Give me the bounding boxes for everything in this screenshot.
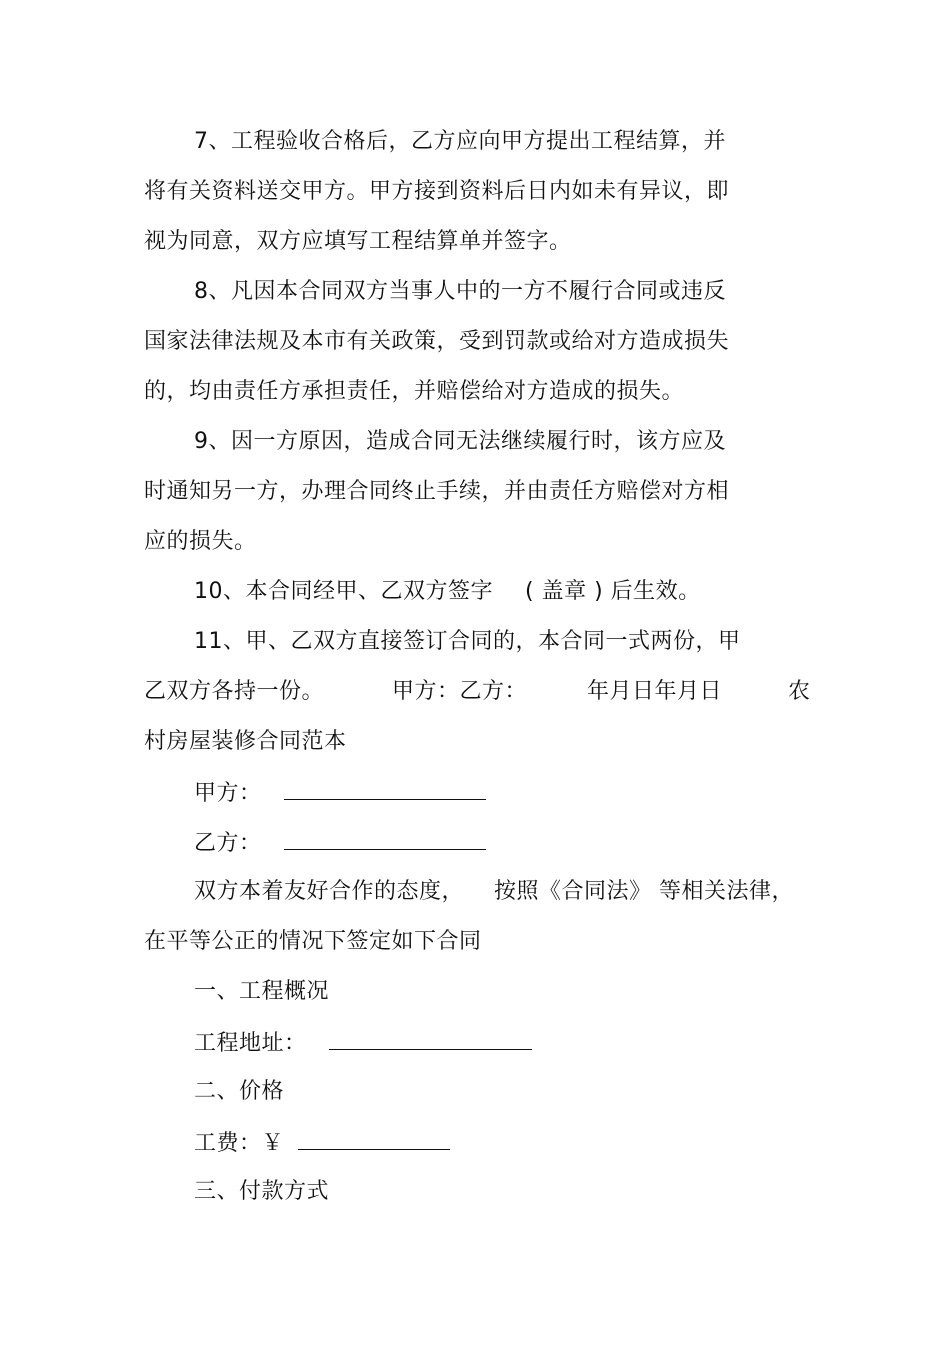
contract-title-line: 村房屋装修合同范本	[144, 729, 347, 754]
clause-9-line-3: 应的损失。	[144, 529, 257, 554]
clause-11-text: 乙双方各持一份。	[144, 679, 325, 704]
title-start: 农	[788, 679, 811, 704]
section-1-heading: 一、工程概况	[194, 979, 330, 1004]
clause-10-text: 10、本合同经甲、乙双方签字	[194, 579, 493, 604]
party-a-blank-line	[284, 777, 486, 800]
fee-row	[194, 1127, 450, 1159]
clause-7-line-3: 视为同意，双方应填写工程结算单并签字。	[144, 229, 572, 254]
clause-9-line-1: 9、因一方原因，造成合同无法继续履行时，该方应及	[194, 429, 726, 454]
section-2-heading: 二、价格	[194, 1079, 285, 1104]
party-b-label: 乙方：	[194, 831, 262, 856]
intro-line-2: 在平等公正的情况下签定如下合同	[144, 929, 482, 954]
address-row	[194, 1027, 532, 1059]
party-a-label: 甲方：	[194, 781, 262, 806]
party-b-blank-line	[284, 827, 486, 850]
date-labels: 年月日年月日	[587, 679, 723, 704]
fee-blank-line	[298, 1127, 450, 1150]
intro-text-2: 按照《合同法》 等相关法律，	[494, 879, 795, 904]
party-a-row	[194, 777, 486, 809]
clause-8-line-3: 的，均由责任方承担责任，并赔偿给对方造成的损失。	[144, 379, 685, 404]
fee-label: 工费：￥	[194, 1131, 285, 1156]
intro-line-1	[194, 877, 794, 907]
clause-9-line-2: 时通知另一方，办理合同终止手续，并由责任方赔偿对方相	[144, 479, 730, 504]
clause-10	[194, 577, 701, 607]
clause-8-line-1: 8、凡因本合同双方当事人中的一方不履行合同或违反	[194, 279, 726, 304]
party-labels: 甲方：乙方：	[392, 679, 528, 704]
clause-7-line-1: 7、工程验收合格后，乙方应向甲方提出工程结算，并	[194, 129, 726, 154]
clause-10-seal-text: ( 盖章 ) 后生效。	[525, 579, 701, 604]
clause-11-line-1: 11、甲、乙双方直接签订合同的，本合同一式两份，甲	[194, 629, 741, 654]
intro-text-1: 双方本着友好合作的态度，	[194, 879, 465, 904]
clause-7-line-2: 将有关资料送交甲方。甲方接到资料后日内如未有异议，即	[144, 179, 730, 204]
address-label: 工程地址：	[194, 1031, 307, 1056]
address-blank-line	[329, 1027, 532, 1050]
clause-11-line-2	[144, 677, 811, 707]
section-3-heading: 三、付款方式	[194, 1179, 330, 1204]
clause-8-line-2: 国家法律法规及本市有关政策，受到罚款或给对方造成损失	[144, 329, 730, 354]
party-b-row	[194, 827, 486, 859]
